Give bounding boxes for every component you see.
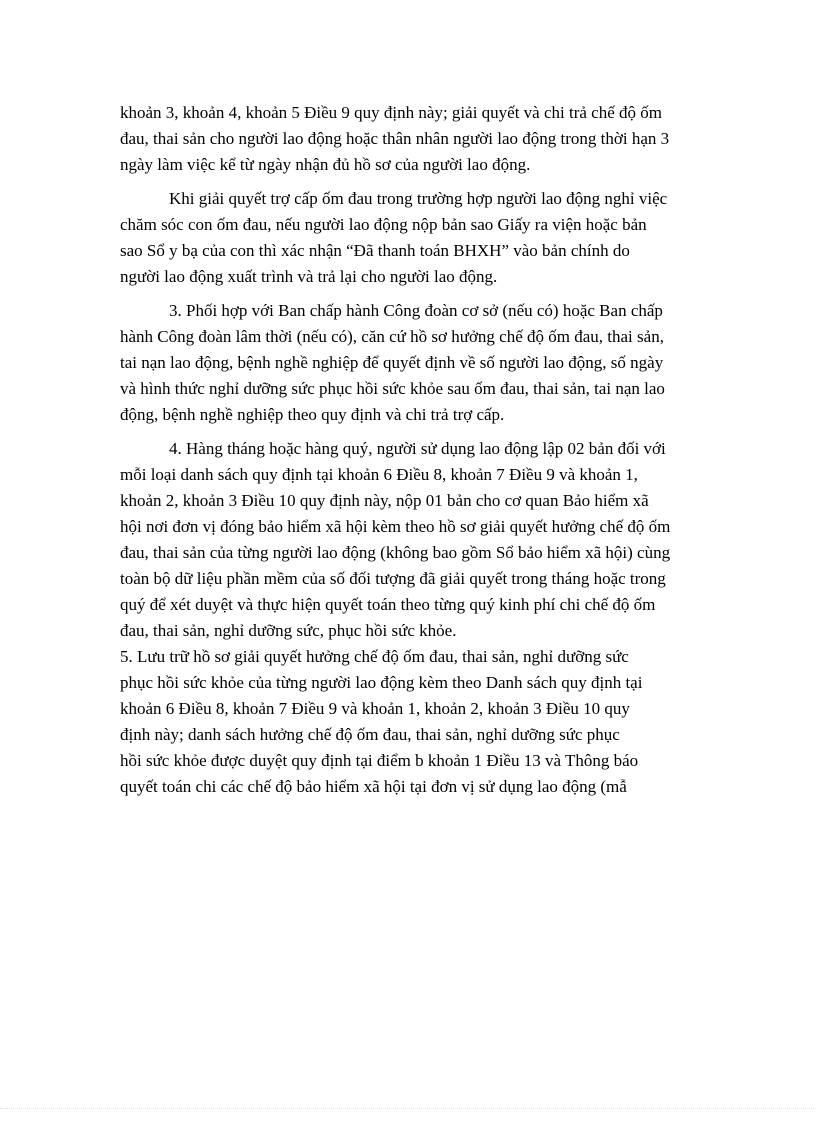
text-line: đau, thai sản cho người lao động hoặc thân nhân người lao động trong thời hạn 3: [120, 129, 670, 148]
text-line: quyết toán chi các chế độ bảo hiểm xã hội tại đơn vị sử dụng lao động (mẫ: [120, 777, 627, 796]
text-line: 3. Phối hợp với Ban chấp hành Công đoàn cơ sở (nếu có) hoặc Ban chấp: [169, 301, 663, 320]
text-line: khoản 3, khoản 4, khoản 5 Điều 9 quy định này; giải quyết và chi trả chế độ ốm: [120, 103, 662, 122]
text-line: đau, thai sản, nghỉ dưỡng sức, phục hồi sức khỏe.: [120, 621, 457, 640]
text-line: phục hồi sức khỏe của từng người lao động kèm theo Danh sách quy định tại: [120, 673, 643, 692]
text-line: người lao động xuất trình và trả lại cho người lao động.: [120, 267, 498, 286]
text-line: hội nơi đơn vị đóng bảo hiểm xã hội kèm theo hồ sơ giải quyết hưởng chế độ ốm: [120, 517, 671, 536]
paragraph-5: [120, 644, 698, 800]
paragraph-2: [120, 186, 698, 290]
text-line: 5. Lưu trữ hồ sơ giải quyết hưởng chế độ ốm đau, thai sản, nghỉ dưỡng sức: [120, 647, 629, 666]
text-line: định này; danh sách hưởng chế độ ốm đau, thai sản, nghỉ dưỡng sức phục: [120, 725, 620, 744]
page-bottom-divider: [0, 1108, 816, 1109]
text-line: quý để xét duyệt và thực hiện quyết toán theo từng quý kinh phí chi chế độ ốm: [120, 595, 656, 614]
paragraph-1: [120, 100, 698, 178]
text-line: hành Công đoàn lâm thời (nếu có), căn cứ hồ sơ hưởng chế độ ốm đau, thai sản,: [120, 327, 664, 346]
text-line: ngày làm việc kể từ ngày nhận đủ hồ sơ của người lao động.: [120, 155, 531, 174]
text-line: tai nạn lao động, bệnh nghề nghiệp để quyết định về số người lao động, số ngày: [120, 353, 664, 372]
paragraph-4: [120, 436, 698, 644]
text-line: hồi sức khỏe được duyệt quy định tại điểm b khoản 1 Điều 13 và Thông báo: [120, 751, 639, 770]
text-line: chăm sóc con ốm đau, nếu người lao động nộp bản sao Giấy ra viện hoặc bản: [120, 215, 647, 234]
text-line: khoản 2, khoản 3 Điều 10 quy định này, nộp 01 bản cho cơ quan Bảo hiểm xã: [120, 491, 649, 510]
text-line: sao Sổ y bạ của con thì xác nhận “Đã thanh toán BHXH” vào bản chính do: [120, 241, 630, 260]
text-line: đau, thai sản của từng người lao động (không bao gồm Sổ bảo hiểm xã hội) cùng: [120, 543, 671, 562]
text-line: Khi giải quyết trợ cấp ốm đau trong trường hợp người lao động nghỉ việc: [169, 189, 668, 208]
text-line: mỗi loại danh sách quy định tại khoản 6 Điều 8, khoản 7 Điều 9 và khoản 1,: [120, 465, 638, 484]
text-line: khoản 6 Điều 8, khoản 7 Điều 9 và khoản 1, khoản 2, khoản 3 Điều 10 quy: [120, 699, 630, 718]
document-body: [120, 100, 698, 800]
text-line: và hình thức nghỉ dưỡng sức phục hồi sức khỏe sau ốm đau, thai sản, tai nạn lao: [120, 379, 665, 398]
text-line: toàn bộ dữ liệu phần mềm của số đối tượng đã giải quyết trong tháng hoặc trong: [120, 569, 666, 588]
paragraph-3: [120, 298, 698, 428]
text-line: 4. Hàng tháng hoặc hàng quý, người sử dụng lao động lập 02 bản đối với: [169, 439, 666, 458]
text-line: động, bệnh nghề nghiệp theo quy định và chi trả trợ cấp.: [120, 405, 505, 424]
